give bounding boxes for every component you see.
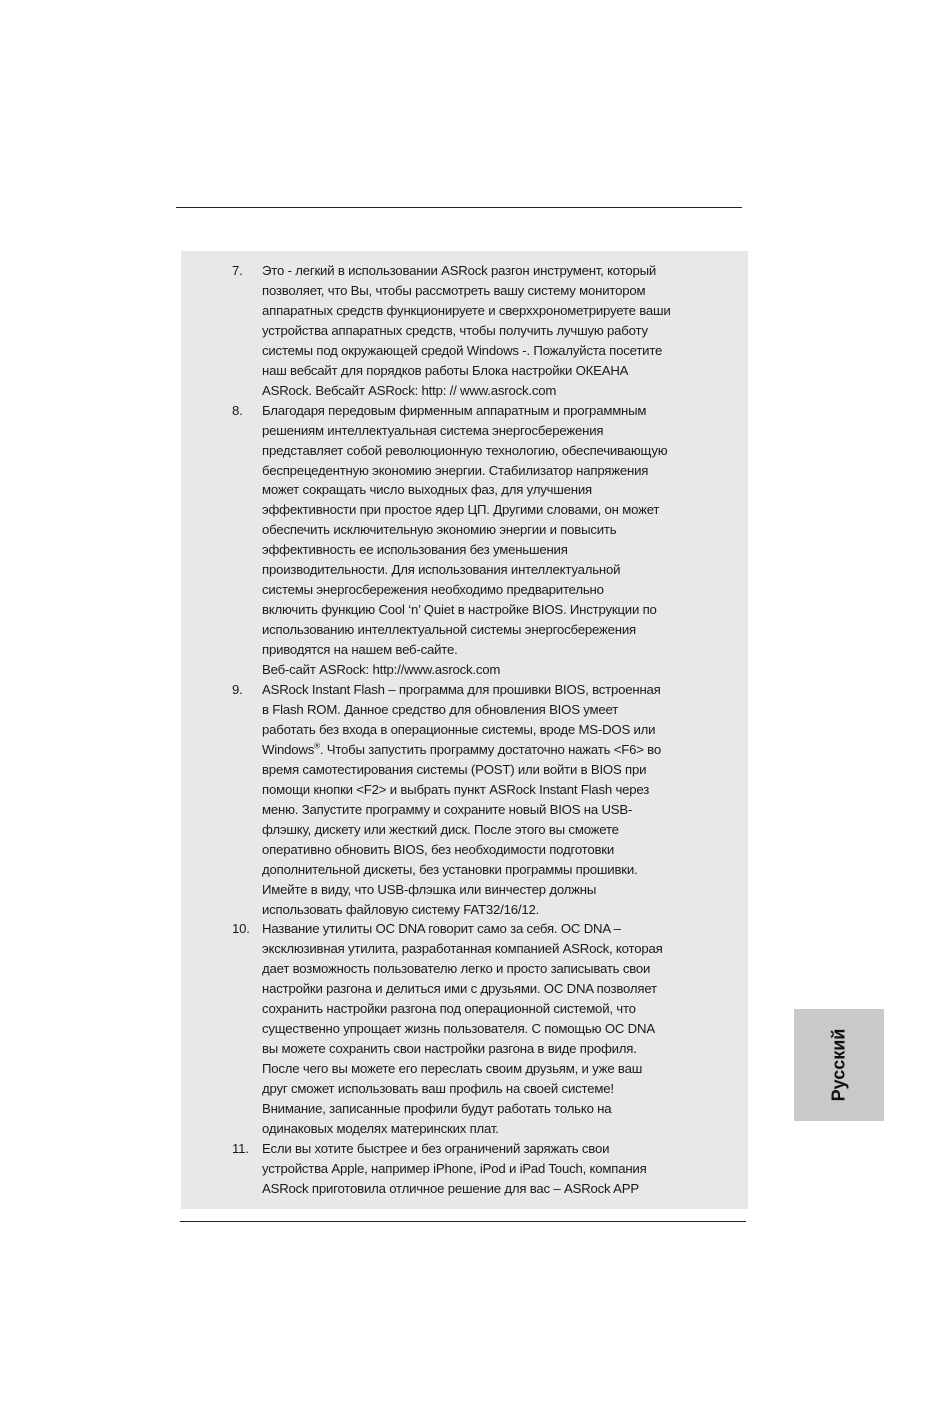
item-text-line: сохранить настройки разгона под операционной системой, что xyxy=(262,1001,636,1017)
item-text-line: может сокращать число выходных фаз, для улучшения xyxy=(262,482,592,498)
bottom-rule xyxy=(180,1221,746,1222)
item-text-line: После чего вы можете его переслать своим друзьям, и уже ваш xyxy=(262,1061,643,1077)
item-text-line: Это - легкий в использовании ASRock разгон инструмент, который xyxy=(262,263,657,278)
item-text-line: одинаковых моделях материнских плат. xyxy=(262,1120,499,1136)
item-number: 9. xyxy=(232,682,243,698)
item-text-line: обеспечить исключительную экономию энергии и повысить xyxy=(262,522,617,538)
item-text-line: эффективность ее использования без уменьшения xyxy=(262,542,568,558)
item-number: 10. xyxy=(232,921,250,937)
language-tab-label: Русский xyxy=(828,1028,849,1102)
item-text-line: Веб-сайт ASRock: http://www.asrock.com xyxy=(262,662,501,678)
item-text-line: Имейте в виду, что USB-флэшка или винчестер должны xyxy=(262,881,597,897)
item-text-line: Благодаря передовым фирменным аппаратным и программным xyxy=(262,402,647,418)
list-item xyxy=(232,1139,712,1199)
item-number: 7. xyxy=(232,263,243,278)
item-text-line: включить функцию Cool ‘n’ Quiet в настройке BIOS. Инструкции по xyxy=(262,602,657,618)
windows-line-rest: . Чтобы запустить программу достаточно нажать <F6> во xyxy=(319,741,661,757)
item-text-line: эксклюзивная утилита, разработанная компанией ASRock, которая xyxy=(262,941,663,957)
item-text-line: представляет собой революционную технологию, обеспечивающую xyxy=(262,442,668,458)
item-text-line: оперативно обновить BIOS, без необходимости подготовки xyxy=(262,841,615,857)
item-text-line: в Flash ROM. Данное средство для обновления BIOS умеет xyxy=(262,701,619,717)
item-number: 11. xyxy=(232,1140,249,1156)
item-text-line: ASRock приготовила отличное решение для вас – ASRock APP xyxy=(262,1180,639,1196)
item-text-line: приводятся на нашем веб-сайте. xyxy=(262,642,458,658)
item-text-line: устройства Apple, например iPhone, iPod и iPad Touch, компания xyxy=(262,1160,647,1176)
item-text-line: производительности. Для использования интеллектуальной xyxy=(262,562,621,578)
item-text-line: ASRock Instant Flash – программа для прошивки BIOS, встроенная xyxy=(262,682,661,698)
item-text-line: существенно упрощает жизнь пользователя. С помощью OC DNA xyxy=(262,1021,655,1037)
list-item xyxy=(232,680,712,919)
item-text-line: меню. Запустите программу и сохраните новый BIOS на USB- xyxy=(262,801,633,817)
item-text-line: наш вебсайт для порядков работы Блока настройки ОКЕАНА xyxy=(262,362,629,378)
item-text-line: ASRock. Вебсайт ASRock: http: // www.asrock.com xyxy=(262,382,557,398)
item-text-line: работать без входа в операционные системы, вроде MS-DOS или xyxy=(262,721,656,737)
item-text-line: время самотестирования системы (POST) или войти в BIOS при xyxy=(262,761,647,777)
item-text-line: вы можете сохранить свои настройки разгона в виде профиля. xyxy=(262,1041,637,1057)
item-text-line: друг сможет использовать ваш профиль на своей системе! xyxy=(262,1081,614,1097)
item-text-line: системы энергосбережения необходимо предварительно xyxy=(262,582,604,598)
item-text-line xyxy=(262,740,712,760)
feature-list xyxy=(232,261,712,1199)
item-text-line: устройства аппаратных средств, чтобы получить лучшую работу xyxy=(262,322,648,338)
registered-mark: ® xyxy=(314,741,320,751)
windows-word: Windows xyxy=(262,741,315,757)
item-text-line: дополнительной дискеты, без установки программы прошивки. xyxy=(262,861,638,877)
item-text-line: аппаратных средств функционируете и сверххронометрируете ваши xyxy=(262,302,671,318)
list-item xyxy=(232,919,712,1138)
item-text-line: беспрецедентную экономию энергии. Стабилизатор напряжения xyxy=(262,462,649,478)
item-text-line: использованию интеллектуальной системы энергосбережения xyxy=(262,622,636,638)
item-text-line: Если вы хотите быстрее и без ограничений заряжать свои xyxy=(262,1140,610,1156)
item-text-line: Название утилиты OC DNA говорит само за себя. OC DNA – xyxy=(262,921,621,937)
item-text-line: системы под окружающей средой Windows -. Пожалуйста посетите xyxy=(262,342,663,358)
item-text-line: дает возможность пользователю легко и просто записывать свои xyxy=(262,961,651,977)
list-item xyxy=(232,401,712,680)
item-text-line: эффективности при простое ядер ЦП. Другими словами, он может xyxy=(262,502,660,518)
item-number: 8. xyxy=(232,402,243,418)
top-rule xyxy=(176,207,742,208)
item-text-line: помощи кнопки <F2> и выбрать пункт ASRock Instant Flash через xyxy=(262,781,650,797)
language-tab xyxy=(794,1009,884,1121)
item-text-line: использовать файловую систему FAT32/16/12. xyxy=(262,901,540,917)
item-text-line: Внимание, записанные профили будут работать только на xyxy=(262,1101,612,1117)
item-text-line: позволяет, что Вы, чтобы рассмотреть вашу систему монитором xyxy=(262,282,646,298)
item-text-line: флэшку, дискету или жесткий диск. После этого вы сможете xyxy=(262,821,619,837)
item-text-line: решениям интеллектуальная система энергосбережения xyxy=(262,422,604,438)
item-text-line: настройки разгона и делиться ими с друзьями. OC DNA позволяет xyxy=(262,981,657,997)
list-item xyxy=(232,261,712,401)
